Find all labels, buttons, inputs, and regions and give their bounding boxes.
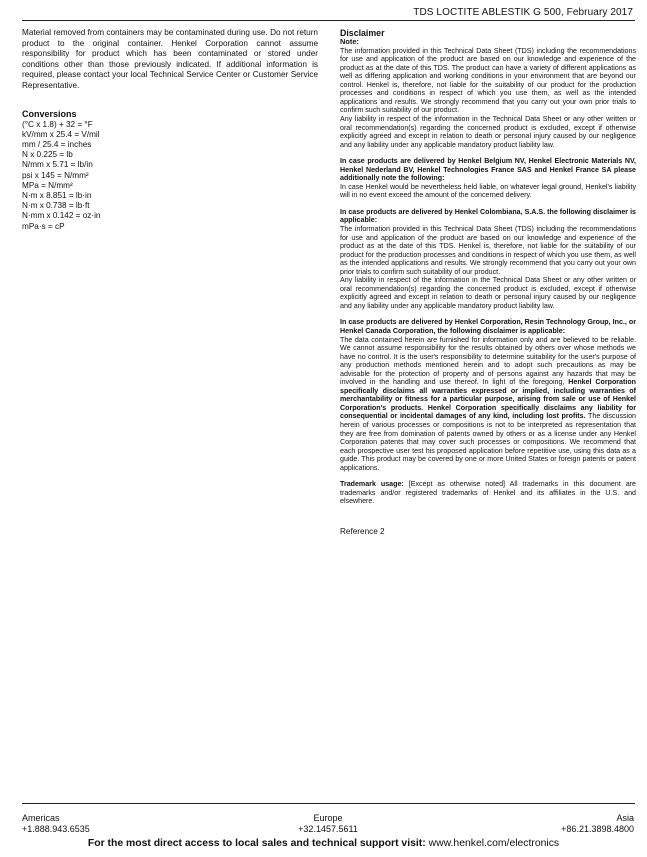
footer-europe: [268, 813, 388, 834]
disclaimer-paragraph-2: Any liability in respect of the information in the Technical Data Sheet or any other written or oral recommendation(s) regarding the concerned product is excluded, except if otherwise explicitly agreed and except in relation to death or personal injury caused by our negligence and any liability under any applicable mandatory product liability law.: [340, 114, 636, 149]
us-canada-text: [340, 336, 636, 473]
note-label: Note:: [340, 37, 359, 46]
conversion-item: kV/mm x 25.4 = V/mil: [22, 129, 100, 139]
footer-asia: [561, 813, 634, 834]
americas-phone: +1.888.943.6535: [22, 823, 90, 834]
trademark-label: Trademark usage:: [340, 480, 404, 489]
footer-divider: [22, 803, 635, 804]
belgium-text: In case Henkel would be nevertheless held liable, on whatever legal ground, Henkel's liability will in no event exceed the amount of the concerned delivery.: [340, 182, 636, 200]
support-text: For the most direct access to local sales and technical support visit:: [87, 838, 426, 849]
conversion-item: N/mm x 5.71 = lb/in: [22, 160, 93, 170]
conversion-item: N·m x 8.851 = lb·in: [22, 190, 92, 200]
left-column: [22, 28, 318, 232]
storage-note: Material removed from containers may be contaminated during use. Do not return product to the original container. Henkel Corporation cannot assume responsibility for product which has been contaminated or stored under conditions other than those previously indicated. If additional information is required, please contact your local Technical Service Center or Customer Service Representative.: [22, 28, 318, 90]
header-divider: [22, 20, 635, 21]
conversion-item: N·m x 0.738 = lb·ft: [22, 201, 90, 211]
conversion-item: psi x 145 = N/mm²: [22, 170, 89, 180]
trademark-usage: [340, 480, 636, 506]
colombia-paragraph-2: Any liability in respect of the information in the Technical Data Sheet or any other written or oral recommendation(s) regarding the concerned product is excluded, except if otherwise explicitly agreed and except in relation to death or personal injury caused by our negligence and any liability under any applicable mandatory product liability law.: [340, 276, 636, 310]
right-column: [340, 28, 636, 536]
support-line: [0, 838, 647, 849]
colombia-paragraph-1: The information provided in this Technical Data Sheet (TDS) including the recommendations for use and application of the product are based on our knowledge and experience of the product as at the date of this TDS. Henkel is, therefore, not liable for the suitability of our product for the production processes and conditions in respect of which you use them, as well as the intended applications and results. We strongly recommend that you carry out your own prior trials to confirm such suitability of our product.: [340, 224, 636, 276]
reference-label: Reference 2: [340, 526, 385, 536]
document-header: TDS LOCTITE ABLESTIK G 500, February 2017: [413, 7, 633, 18]
conversions-list: [22, 120, 318, 232]
conversion-item: mm / 25.4 = inches: [22, 139, 92, 149]
us-text-part-1: The data contained herein are furnished for information only and are believed to be reliable. We cannot assume responsibility for the results obtained by others over whose methods we have no control. It is the user's responsibility to determine suitability for the user's purpose of any production methods mentioned herein and to adopt such precautions as may be advisable for the protection of property and of persons against any hazards that may be involved in the handling and use thereof. In light of the foregoing,: [340, 335, 636, 387]
conversion-item: mPa·s = cP: [22, 221, 65, 231]
americas-region: Americas: [22, 813, 60, 823]
us-canada-heading: In case products are delivered by Henkel Corporation, Resin Technology Group, Inc., or Henkel Canada Corporation, the following disclaimer is applicable:: [340, 318, 636, 335]
support-link[interactable]: www.henkel.com/electronics: [428, 838, 560, 849]
europe-phone: +32.1457.5611: [298, 823, 358, 834]
europe-region: Europe: [313, 813, 343, 823]
colombia-heading: In case products are delivered by Henkel Colombiana, S.A.S. the following disclaimer is applicable:: [340, 207, 636, 225]
us-warranty-disclaimer: Henkel Corporation specifically disclaims all warranties expressed or implied, including warranties of merchantability or fitness for a particular purpose, arising from sale or use of Henkel Corporation's products. Henkel Corporation specifically disclaims any liability for consequential or incidental damages of any kind, including lost profits.: [340, 378, 636, 421]
disclaimer-title: Disclaimer: [340, 28, 385, 38]
asia-phone: +86.21.3898.4800: [561, 823, 634, 834]
conversion-item: (°C x 1.8) + 32 = °F: [22, 119, 93, 129]
footer-americas: [22, 813, 90, 834]
asia-region: Asia: [616, 813, 634, 823]
disclaimer-paragraph-1: The information provided in this Technical Data Sheet (TDS) including the recommendations for use and application of the product are based on our knowledge and experience of the product as at the date of this TDS. The product can have a variety of different applications as well as differing application and working conditions in your environment that are beyond our control. Henkel is, therefore, not liable for the suitability of our product for the production processes and conditions in respect of which you use them, as well as the intended applications and results. We strongly recommend that you carry out your own prior trials to confirm such suitability of our product.: [340, 46, 636, 115]
conversion-item: MPa = N/mm²: [22, 180, 73, 190]
conversion-item: N x 0.225 = lb: [22, 150, 73, 160]
trademark-text: [Except as otherwise noted] All trademarks in this document are trademarks and/or registered trademarks of Henkel and its affiliates in the U.S. and elsewhere.: [340, 480, 636, 506]
belgium-heading: In case products are delivered by Henkel Belgium NV, Henkel Electronic Materials NV, Henkel Nederland BV, Henkel Technologies France SAS and Henkel France SA please additionally note the following:: [340, 157, 636, 183]
conversions-title: Conversions: [22, 108, 77, 119]
us-text-part-2: The discussion herein of various processes or compositions is not to be interpreted as representation that they are free from domination of patents owned by others or as a license under any Henkel Corporation patents that may cover such processes or compositions. We recommend that each prospective user test his proposed application before repetitive use, using this data as a guide. This product may be covered by one or more United States or foreign patents or patent applications.: [340, 412, 636, 472]
conversion-item: N·mm x 0.142 = oz·in: [22, 211, 101, 221]
